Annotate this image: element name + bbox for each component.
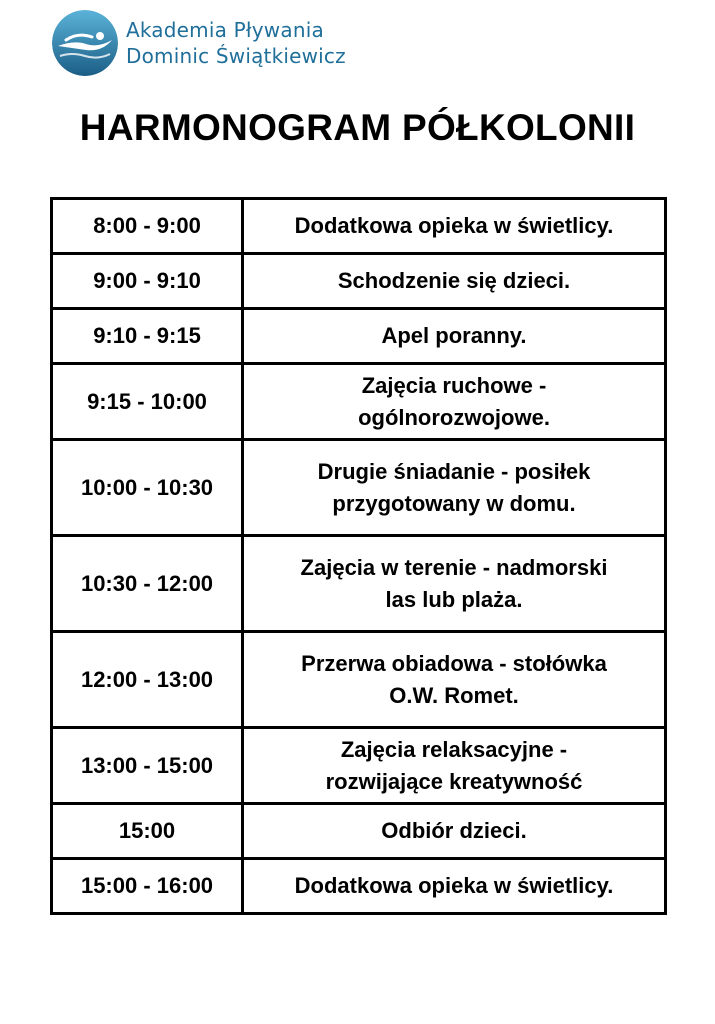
activity-line: rozwijające kreatywność	[325, 768, 583, 794]
brand-line-2: Dominic Świątkiewicz	[126, 44, 346, 68]
activity-cell	[243, 254, 666, 309]
time-cell: 13:00 - 15:00	[52, 728, 243, 804]
table-row	[52, 309, 666, 364]
time-cell: 15:00	[52, 804, 243, 859]
activity-cell	[243, 804, 666, 859]
activity-line: las lub plaża.	[385, 586, 523, 612]
activity-line: Zajęcia relaksacyjne -	[340, 736, 568, 762]
table-row	[52, 728, 666, 804]
time-cell: 10:30 - 12:00	[52, 536, 243, 632]
time-cell: 10:00 - 10:30	[52, 440, 243, 536]
table-row	[52, 254, 666, 309]
activity-cell	[243, 199, 666, 254]
activity-line: O.W. Romet.	[389, 682, 519, 708]
activity-line: Zajęcia ruchowe -	[361, 372, 547, 398]
time-cell: 9:00 - 9:10	[52, 254, 243, 309]
table-row	[52, 632, 666, 728]
time-cell: 8:00 - 9:00	[52, 199, 243, 254]
activity-line: Przerwa obiadowa - stołówka	[301, 650, 607, 676]
time-cell: 9:15 - 10:00	[52, 364, 243, 440]
table-row	[52, 536, 666, 632]
activity-cell	[243, 728, 666, 804]
table-row	[52, 364, 666, 440]
activity-line: Odbiór dzieci.	[381, 818, 527, 843]
activity-line: Dodatkowa opieka w świetlicy.	[294, 873, 614, 898]
activity-cell	[243, 859, 666, 914]
brand-line-1: Akademia Pływania	[126, 18, 324, 42]
activity-line: ogólnorozwojowe.	[358, 404, 550, 430]
activity-cell	[243, 309, 666, 364]
activity-line: Zajęcia w terenie - nadmorski	[300, 554, 608, 580]
activity-cell	[243, 440, 666, 536]
activity-line: Drugie śniadanie - posiłek	[317, 458, 591, 484]
activity-cell	[243, 364, 666, 440]
table-row	[52, 440, 666, 536]
table-row	[52, 199, 666, 254]
time-cell: 15:00 - 16:00	[52, 859, 243, 914]
activity-line: przygotowany w domu.	[332, 490, 576, 516]
table-row	[52, 804, 666, 859]
header	[52, 10, 346, 76]
activity-line: Apel poranny.	[381, 323, 527, 348]
time-cell: 9:10 - 9:15	[52, 309, 243, 364]
page-title: HARMONOGRAM PÓŁKOLONII	[79, 107, 636, 148]
time-cell: 12:00 - 13:00	[52, 632, 243, 728]
activity-line: Dodatkowa opieka w świetlicy.	[294, 213, 614, 238]
swimmer-logo-icon	[52, 10, 118, 76]
schedule-table	[50, 197, 667, 915]
table-row	[52, 859, 666, 914]
activity-cell	[243, 536, 666, 632]
activity-cell	[243, 632, 666, 728]
brand-name	[126, 17, 346, 69]
activity-line: Schodzenie się dzieci.	[337, 268, 571, 293]
